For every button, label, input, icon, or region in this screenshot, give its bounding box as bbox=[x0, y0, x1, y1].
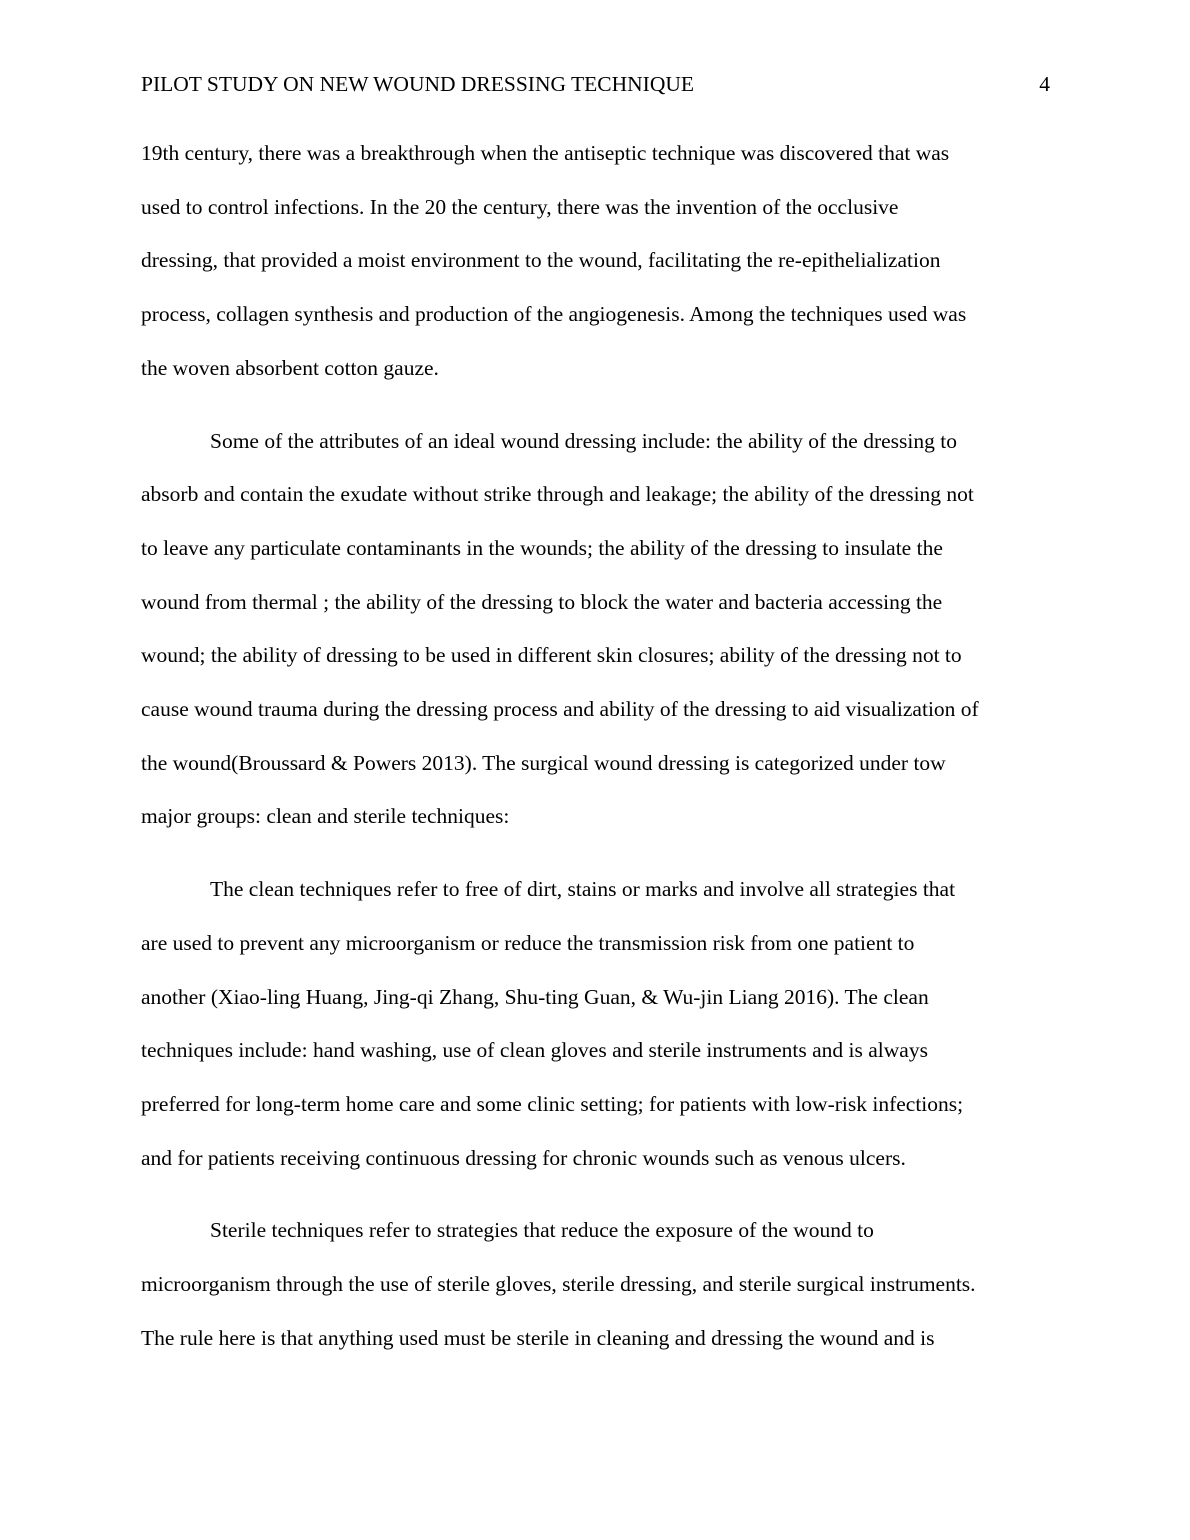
text-line: techniques include: hand washing, use of clean gloves and sterile instruments and is always bbox=[141, 1038, 928, 1063]
text-line: and for patients receiving continuous dressing for chronic wounds such as venous ulcers. bbox=[141, 1145, 906, 1170]
text-line: the wound(Broussard & Powers 2013). The surgical wound dressing is categorized under tow bbox=[141, 750, 946, 775]
text-line: Sterile techniques refer to strategies that reduce the exposure of the wound to bbox=[210, 1218, 874, 1243]
text-line: preferred for long-term home care and some clinic setting; for patients with low-risk infections; bbox=[141, 1091, 964, 1116]
text-line: major groups: clean and sterile techniques: bbox=[141, 804, 510, 829]
text-line: 19th century, there was a breakthrough when the antiseptic technique was discovered that was bbox=[141, 141, 950, 165]
text-line: absorb and contain the exudate without strike through and leakage; the ability of the dressing not bbox=[141, 482, 974, 507]
text-line: are used to prevent any microorganism or reduce the transmission risk from one patient to bbox=[141, 930, 915, 955]
running-head: PILOT STUDY ON NEW WOUND DRESSING TECHNIQUE bbox=[141, 72, 695, 96]
page-number: 4 bbox=[1039, 72, 1050, 96]
text-line: wound; the ability of dressing to be used in different skin closures; ability of the dressing not to bbox=[141, 643, 962, 668]
paragraph-3 bbox=[141, 863, 1051, 1185]
paragraph-4 bbox=[141, 1204, 1051, 1365]
text-line: The clean techniques refer to free of dirt, stains or marks and involve all strategies that bbox=[210, 877, 956, 902]
text-line: wound from thermal ; the ability of the dressing to block the water and bacteria accessing the bbox=[141, 589, 943, 614]
text-line: the woven absorbent cotton gauze. bbox=[141, 355, 439, 380]
text-line: cause wound trauma during the dressing process and ability of the dressing to aid visualization of bbox=[141, 697, 979, 722]
text-line: process, collagen synthesis and production of the angiogenesis. Among the techniques used was bbox=[141, 302, 967, 327]
text-line: microorganism through the use of sterile gloves, sterile dressing, and sterile surgical instruments. bbox=[141, 1272, 976, 1297]
paragraph-2 bbox=[141, 415, 1051, 845]
text-line: to leave any particulate contaminants in the wounds; the ability of the dressing to insulate the bbox=[141, 535, 943, 560]
text-line: another (Xiao-ling Huang, Jing-qi Zhang, Shu-ting Guan, & Wu-jin Liang 2016). The clean bbox=[141, 984, 929, 1009]
body-text bbox=[141, 127, 1051, 1384]
text-line: The rule here is that anything used must be sterile in cleaning and dressing the wound and is bbox=[141, 1325, 935, 1350]
text-line: Some of the attributes of an ideal wound dressing include: the ability of the dressing to bbox=[210, 428, 957, 453]
text-line: dressing, that provided a moist environment to the wound, facilitating the re-epithelialization bbox=[141, 248, 941, 273]
text-line: used to control infections. In the 20 the century, there was the invention of the occlusive bbox=[141, 194, 899, 219]
paragraph-1 bbox=[141, 127, 1051, 396]
